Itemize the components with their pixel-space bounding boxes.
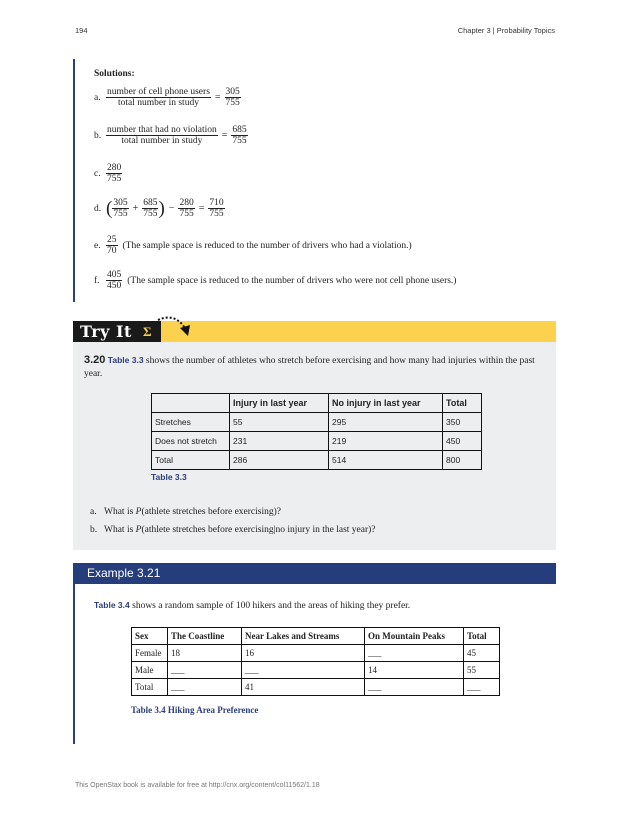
example-side-bar xyxy=(73,584,75,744)
fraction: $\frac{405}{450}$ xyxy=(107,270,122,291)
chapter-header: Chapter 3 | Probability Topics xyxy=(457,26,555,35)
fraction: $\frac{305}{755}$ xyxy=(113,198,128,219)
table-row: Does not stretch 231 219 450 xyxy=(152,432,482,451)
table-3-4: Sex The Coastline Near Lakes and Streams On Mountain Peaks Total Female 18 16 ___ 45 Male ___ ___ 14 55 Total ___ 41 ___ ___ xyxy=(131,627,500,696)
table-3-3: Injury in last year No injury in last year Total Stretches 55 295 350 Does not stretch 231 219 450 Total 286 514 800 xyxy=(151,393,482,470)
solution-b: b. $\frac{\text{number that had no violation}}{\text{total number in study}}$ = $\frac{685}{755}$ xyxy=(94,125,247,146)
fraction: $\frac{280}{755}$ xyxy=(179,198,194,219)
tryit-prompt: 3.20 Table 3.3 shows the number of athletes who stretch before exercising and how many had injuries within the past year. xyxy=(84,354,535,379)
table-row: Total ___ 41 ___ ___ xyxy=(132,679,500,696)
solution-c: c. $\frac{280}{755}$ xyxy=(94,163,122,184)
fraction: $\frac{\text{number that had no violation}}{\text{total number in study}}$ xyxy=(107,125,217,146)
fraction: $\frac{280}{755}$ xyxy=(107,163,122,184)
example-title: Example 3.21 xyxy=(87,566,161,580)
sigma-icon: Σ xyxy=(143,324,152,339)
tryit-title: Try It xyxy=(80,322,132,341)
solution-d: d. ( $\frac{305}{755}$ + $\frac{685}{755}$ ) − $\frac{280}{755}$ = $\frac{710}{755}$ xyxy=(94,198,224,219)
table-link[interactable]: Table 3.4 xyxy=(94,600,130,610)
dotted-arrow-icon xyxy=(154,312,194,342)
table-row: Total 286 514 800 xyxy=(152,451,482,470)
solutions-title: Solutions: xyxy=(94,69,135,79)
page-number: 194 xyxy=(75,26,88,35)
fraction: $\frac{710}{755}$ xyxy=(209,198,224,219)
table-row: Stretches 55 295 350 xyxy=(152,413,482,432)
example-text: Table 3.4 shows a random sample of 100 hikers and the areas of hiking they prefer. xyxy=(94,600,411,611)
question-a: a. What is P(athlete stretches before exercising)? xyxy=(90,507,282,517)
footer-text: This OpenStax book is available for free at http://cnx.org/content/col11562/1.18 xyxy=(75,782,320,789)
question-b: b. What is P(athlete stretches before exercising|no injury in the last year)? xyxy=(90,525,376,535)
table-caption: Table 3.4 Hiking Area Preference xyxy=(131,705,259,715)
table-row: Male ___ ___ 14 55 xyxy=(132,662,500,679)
solution-e: e. $\frac{25}{70}$ (The sample space is reduced to the number of drivers who had a violation.) xyxy=(94,235,412,256)
fraction: $\frac{\text{number of cell phone users}}{\text{total number in study}}$ xyxy=(107,87,210,108)
solution-f: f. $\frac{405}{450}$ (The sample space is reduced to the number of drivers who were not cell phone users.) xyxy=(94,270,457,291)
fraction: $\frac{25}{70}$ xyxy=(107,235,117,256)
fraction: $\frac{305}{755}$ xyxy=(225,87,240,108)
table-row: Female 18 16 ___ 45 xyxy=(132,645,500,662)
table-caption: Table 3.3 xyxy=(151,472,187,482)
fraction: $\frac{685}{755}$ xyxy=(232,125,247,146)
solution-a: a. $\frac{\text{number of cell phone users}}{\text{total number in study}}$ = $\frac{305}{755}$ xyxy=(94,87,240,108)
table-link[interactable]: Table 3.3 xyxy=(107,355,144,365)
fraction: $\frac{685}{755}$ xyxy=(143,198,158,219)
solutions-side-bar xyxy=(73,59,75,302)
